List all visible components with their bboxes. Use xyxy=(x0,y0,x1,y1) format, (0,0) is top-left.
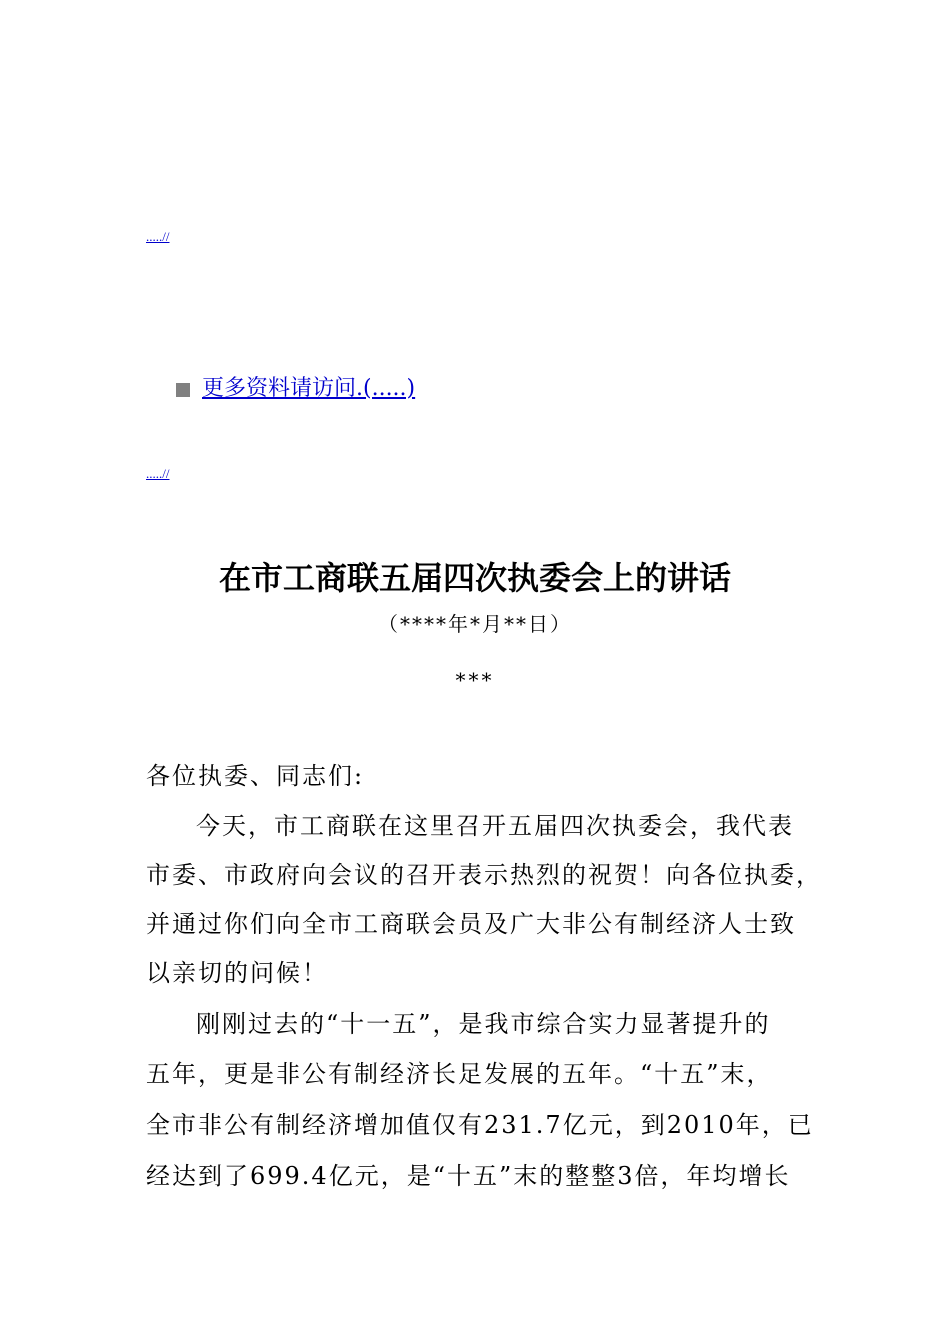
paragraph-line: 刚刚过去的“十一五”，是我市综合实力显著提升的 xyxy=(196,1010,771,1038)
bottom-site-link[interactable]: .....// xyxy=(146,466,170,481)
paragraph-line: 以亲切的问候！ xyxy=(146,959,328,987)
more-info-row xyxy=(176,374,415,404)
paragraph-line: 并通过你们向全市工商联会员及广大非公有制经济人士致 xyxy=(146,910,796,938)
paragraph-line: 五年，更是非公有制经济长足发展的五年。“十五”末， xyxy=(146,1060,773,1088)
more-info-link[interactable]: 更多资料请访问.(.....) xyxy=(202,376,416,401)
paragraph-line: 今天，市工商联在这里召开五届四次执委会，我代表 xyxy=(196,812,794,840)
square-bullet-icon xyxy=(176,383,190,397)
document-author: *** xyxy=(455,668,495,692)
document-date: （****年*月**日） xyxy=(378,612,572,636)
paragraph-line: 市委、市政府向会议的召开表示热烈的祝贺！向各位执委， xyxy=(146,861,822,889)
paragraph-line: 全市非公有制经济增加值仅有231.7亿元，到2010年，已 xyxy=(146,1111,814,1139)
salutation: 各位执委、同志们: xyxy=(146,762,365,790)
document-title: 在市工商联五届四次执委会上的讲话 xyxy=(218,559,731,597)
top-site-link[interactable]: .....// xyxy=(146,229,170,244)
paragraph-line: 经达到了699.4亿元，是“十五”末的整整3倍，年均增长 xyxy=(146,1162,791,1190)
